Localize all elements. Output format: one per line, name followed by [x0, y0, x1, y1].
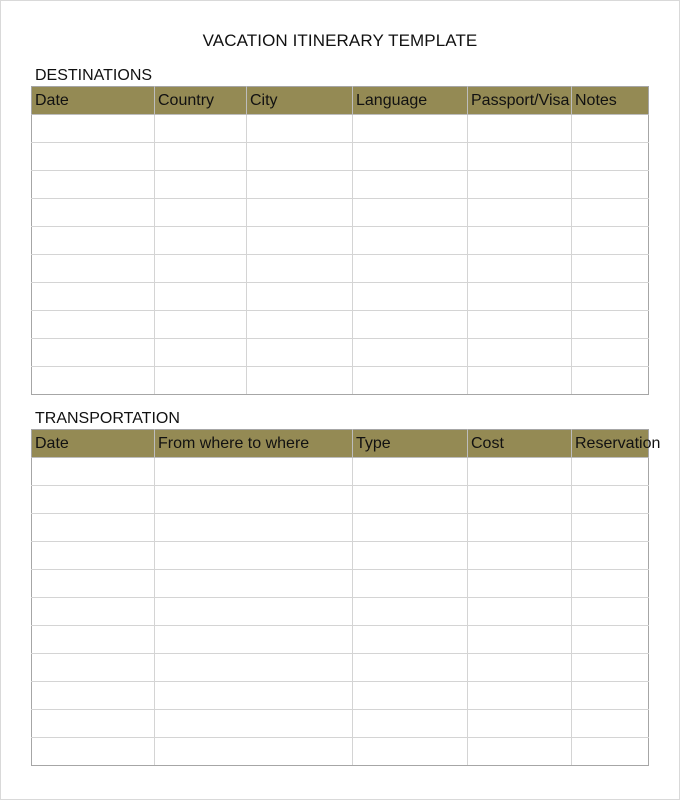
transportation-row [32, 598, 649, 626]
destinations-cell[interactable] [247, 283, 353, 311]
transportation-cell[interactable] [32, 514, 155, 542]
destinations-cell[interactable] [468, 227, 572, 255]
transportation-cell[interactable] [468, 626, 572, 654]
destinations-cell[interactable] [247, 143, 353, 171]
destinations-cell[interactable] [572, 367, 649, 395]
transportation-cell[interactable] [572, 514, 649, 542]
destinations-cell[interactable] [155, 199, 247, 227]
destinations-row [32, 367, 649, 395]
destinations-cell[interactable] [572, 255, 649, 283]
transportation-cell[interactable] [572, 486, 649, 514]
destinations-header-passport-visa: Passport/Visa [468, 87, 572, 115]
transportation-cell[interactable] [572, 458, 649, 486]
destinations-header-country: Country [155, 87, 247, 115]
transportation-header-type: Type [353, 430, 468, 458]
destinations-label: DESTINATIONS [35, 67, 153, 84]
transportation-cell[interactable] [353, 710, 468, 738]
destinations-body [32, 115, 649, 395]
transportation-label: TRANSPORTATION [35, 410, 180, 427]
destinations-cell[interactable] [572, 171, 649, 199]
transportation-cell[interactable] [155, 598, 353, 626]
destinations-cell[interactable] [353, 339, 468, 367]
transportation-cell[interactable] [32, 682, 155, 710]
transportation-cell[interactable] [572, 598, 649, 626]
transportation-cell[interactable] [468, 458, 572, 486]
transportation-cell[interactable] [155, 514, 353, 542]
transportation-cell[interactable] [572, 542, 649, 570]
transportation-header-from-to: From where to where [155, 430, 353, 458]
transportation-cell[interactable] [572, 710, 649, 738]
destinations-cell[interactable] [572, 311, 649, 339]
destinations-cell[interactable] [247, 227, 353, 255]
transportation-row [32, 542, 649, 570]
transportation-row [32, 626, 649, 654]
transportation-header-row [32, 430, 649, 458]
transportation-cell[interactable] [32, 626, 155, 654]
transportation-cell[interactable] [353, 486, 468, 514]
transportation-cell[interactable] [353, 458, 468, 486]
transportation-cell[interactable] [155, 626, 353, 654]
transportation-cell[interactable] [32, 710, 155, 738]
destinations-cell[interactable] [32, 367, 155, 395]
transportation-cell[interactable] [468, 654, 572, 682]
transportation-cell[interactable] [353, 514, 468, 542]
destinations-header-date: Date [32, 87, 155, 115]
transportation-cell[interactable] [155, 542, 353, 570]
destinations-cell[interactable] [155, 143, 247, 171]
destinations-cell[interactable] [247, 339, 353, 367]
transportation-cell[interactable] [468, 682, 572, 710]
destinations-cell[interactable] [468, 339, 572, 367]
transportation-cell[interactable] [353, 570, 468, 598]
transportation-cell[interactable] [572, 626, 649, 654]
document-title: VACATION ITINERARY TEMPLATE [202, 31, 478, 50]
destinations-cell[interactable] [32, 227, 155, 255]
destinations-cell[interactable] [468, 171, 572, 199]
destinations-cell[interactable] [468, 143, 572, 171]
destinations-cell[interactable] [155, 115, 247, 143]
transportation-cell[interactable] [155, 570, 353, 598]
transportation-cell[interactable] [155, 654, 353, 682]
destinations-cell[interactable] [247, 367, 353, 395]
destinations-cell[interactable] [32, 283, 155, 311]
destinations-cell[interactable] [32, 143, 155, 171]
destinations-row [32, 311, 649, 339]
transportation-body [32, 458, 649, 766]
destinations-cell[interactable] [468, 311, 572, 339]
destinations-row [32, 115, 649, 143]
transportation-row [32, 570, 649, 598]
destinations-cell[interactable] [247, 171, 353, 199]
transportation-cell[interactable] [353, 598, 468, 626]
destinations-cell[interactable] [155, 339, 247, 367]
transportation-cell[interactable] [353, 654, 468, 682]
destinations-cell[interactable] [468, 255, 572, 283]
transportation-row [32, 682, 649, 710]
transportation-cell[interactable] [32, 458, 155, 486]
destinations-cell[interactable] [353, 199, 468, 227]
destinations-cell[interactable] [32, 199, 155, 227]
transportation-cell[interactable] [468, 598, 572, 626]
transportation-cell[interactable] [468, 542, 572, 570]
transportation-row [32, 486, 649, 514]
destinations-cell[interactable] [32, 311, 155, 339]
destinations-cell[interactable] [155, 283, 247, 311]
transportation-cell[interactable] [32, 598, 155, 626]
destinations-cell[interactable] [155, 367, 247, 395]
destinations-cell[interactable] [155, 255, 247, 283]
destinations-cell[interactable] [468, 199, 572, 227]
transportation-cell[interactable] [32, 654, 155, 682]
transportation-cell[interactable] [32, 486, 155, 514]
destinations-row [32, 143, 649, 171]
transportation-cell[interactable] [468, 710, 572, 738]
destinations-row [32, 255, 649, 283]
destinations-cell[interactable] [572, 283, 649, 311]
destinations-cell[interactable] [353, 115, 468, 143]
destinations-cell[interactable] [247, 115, 353, 143]
destinations-cell[interactable] [32, 171, 155, 199]
transportation-row [32, 654, 649, 682]
destinations-cell[interactable] [32, 339, 155, 367]
destinations-row [32, 171, 649, 199]
destinations-header-row [32, 87, 649, 115]
destinations-cell[interactable] [353, 283, 468, 311]
transportation-header-reservation: Reservation [572, 430, 649, 458]
destinations-row [32, 283, 649, 311]
transportation-cell[interactable] [353, 542, 468, 570]
transportation-cell[interactable] [353, 626, 468, 654]
destinations-cell[interactable] [32, 115, 155, 143]
transportation-header-date: Date [32, 430, 155, 458]
destinations-cell[interactable] [353, 311, 468, 339]
destinations-cell[interactable] [468, 115, 572, 143]
destinations-cell[interactable] [468, 283, 572, 311]
transportation-cell[interactable] [155, 458, 353, 486]
transportation-row [32, 710, 649, 738]
destinations-cell[interactable] [247, 199, 353, 227]
transportation-cell[interactable] [468, 570, 572, 598]
transportation-row [32, 738, 649, 766]
destinations-cell[interactable] [572, 339, 649, 367]
transportation-cell[interactable] [572, 682, 649, 710]
destinations-cell[interactable] [572, 199, 649, 227]
destinations-cell[interactable] [155, 311, 247, 339]
destinations-row [32, 227, 649, 255]
transportation-cell[interactable] [572, 570, 649, 598]
destinations-cell[interactable] [353, 255, 468, 283]
transportation-cell[interactable] [32, 738, 155, 766]
transportation-cell[interactable] [155, 710, 353, 738]
transportation-cell[interactable] [353, 738, 468, 766]
transportation-row [32, 514, 649, 542]
destinations-cell[interactable] [572, 143, 649, 171]
destinations-header-language: Language [353, 87, 468, 115]
transportation-cell[interactable] [155, 486, 353, 514]
destinations-header-city: City [247, 87, 353, 115]
destinations-cell[interactable] [468, 367, 572, 395]
destinations-cell[interactable] [353, 171, 468, 199]
transportation-row [32, 458, 649, 486]
transportation-cell[interactable] [155, 738, 353, 766]
transportation-header-cost: Cost [468, 430, 572, 458]
transportation-cell[interactable] [468, 514, 572, 542]
transportation-cell[interactable] [32, 542, 155, 570]
transportation-cell[interactable] [353, 682, 468, 710]
destinations-cell[interactable] [353, 367, 468, 395]
destinations-row [32, 339, 649, 367]
transportation-table [31, 429, 661, 766]
transportation-cell[interactable] [468, 486, 572, 514]
destinations-table [31, 86, 649, 395]
transportation-cell[interactable] [468, 738, 572, 766]
destinations-cell[interactable] [572, 115, 649, 143]
destinations-cell[interactable] [353, 227, 468, 255]
destinations-cell[interactable] [572, 227, 649, 255]
destinations-cell[interactable] [32, 255, 155, 283]
destinations-row [32, 199, 649, 227]
destinations-cell[interactable] [247, 311, 353, 339]
destinations-cell[interactable] [247, 255, 353, 283]
transportation-cell[interactable] [32, 570, 155, 598]
transportation-cell[interactable] [572, 654, 649, 682]
destinations-cell[interactable] [155, 171, 247, 199]
transportation-cell[interactable] [572, 738, 649, 766]
transportation-cell[interactable] [155, 682, 353, 710]
destinations-cell[interactable] [155, 227, 247, 255]
destinations-cell[interactable] [353, 143, 468, 171]
destinations-header-notes: Notes [572, 87, 649, 115]
